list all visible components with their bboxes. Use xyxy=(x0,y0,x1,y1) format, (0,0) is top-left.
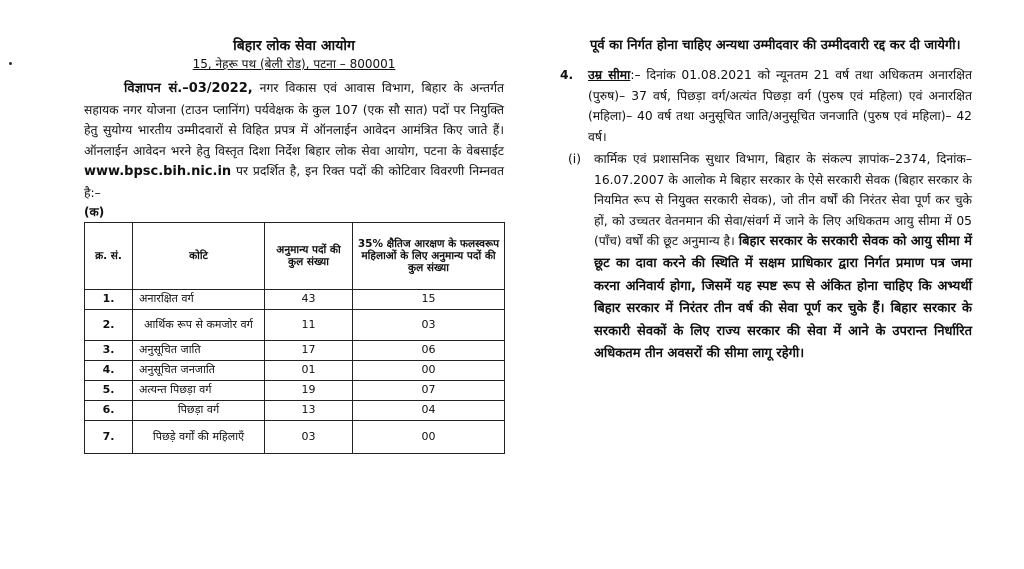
subsection-relaxation xyxy=(560,149,972,365)
commission-title: बिहार लोक सेवा आयोग xyxy=(233,38,355,54)
cell-sn: 4. xyxy=(85,360,133,380)
cell-women: 04 xyxy=(353,400,505,420)
cell-category: अनुसूचित जाति xyxy=(133,340,265,360)
cell-category: आर्थिक रूप से कमजोर वर्ग xyxy=(133,309,265,340)
vacancy-table xyxy=(84,222,505,454)
cell-women: 15 xyxy=(353,289,505,309)
header-total-posts: अनुमान्य पदों की कुल संख्या xyxy=(265,222,353,289)
advertisement-number: विज्ञापन सं.–03/2022, xyxy=(124,81,253,96)
left-column xyxy=(84,36,504,454)
table-row xyxy=(85,289,505,309)
advertisement-paragraph xyxy=(84,78,504,204)
cell-category: अनुसूचित जनजाति xyxy=(133,360,265,380)
table-row xyxy=(85,340,505,360)
relaxation-text: कार्मिक एवं प्रशासनिक सुधार विभाग, बिहार के संकल्प ज्ञापांक–2374, दिनांक–16.07.2007 के आलोक मे बिहार सरकार के ऐसे सरकारी सेवक (बिहार सरकार के नियमित रूप से नियुक्त सरकारी सेवक), जो तीन वर्षों की निरंतर सेवा पूर्ण कर चुके हों, को उच्चतर वेतनमान की सेवा/संवर्ग में जाने के लिए अधिकतम आयु सीमा में 05 (पाँच) वर्षों की छूट अनुमान्य है। xyxy=(594,152,972,248)
cell-sn: 5. xyxy=(85,380,133,400)
table-row xyxy=(85,420,505,453)
right-column xyxy=(560,36,972,365)
relaxation-body xyxy=(594,149,972,365)
scan-speck xyxy=(9,62,12,65)
cell-total: 43 xyxy=(265,289,353,309)
cell-women: 00 xyxy=(353,420,505,453)
cell-sn: 6. xyxy=(85,400,133,420)
age-limit-label: उम्र सीमा xyxy=(588,68,631,82)
cell-women: 03 xyxy=(353,309,505,340)
relaxation-bold-text: बिहार सरकार के सरकारी सेवक को आयु सीमा में छूट का दावा करने की स्थिति में सक्षम प्राधिकार द्वारा निर्गत प्रमाण पत्र जमा करना अनिवार्य होगा, जिसमें यह स्पष्ट रूप से अंकित होना चाहिए कि अभ्यर्थी बिहार सरकार में निरंतर तीन वर्ष की सेवा पूर्ण कर चुके हैं। बिहार सरकार के सरकारी सेवकों के लिए राज्य सरकार की सेवा में आने के उपरान्त निर्धारित अधिकतम तीन अवसरों की सीमा लागू रहेगी। xyxy=(594,234,972,362)
cell-total: 17 xyxy=(265,340,353,360)
cell-women: 00 xyxy=(353,360,505,380)
header-category: कोटि xyxy=(133,222,265,289)
section-ka-label: (क) xyxy=(84,204,105,219)
table-row xyxy=(85,309,505,340)
age-limit-text: :– दिनांक 01.08.2021 को न्यूनतम 21 वर्ष तथा अधिकतम अनारक्षित (पुरुष)– 37 वर्ष, पिछड़ा वर्ग/अत्यंत पिछड़ा वर्ग (पुरुष एवं महिला) एवं अनारक्षित (महिला)– 40 वर्ष तथा अनुसूचित जाति/अनुसूचित जनजाति (पुरुष एवं महिला)– 42 वर्ष। xyxy=(588,68,972,144)
cell-sn: 2. xyxy=(85,309,133,340)
table-header-row xyxy=(85,222,505,289)
subsection-number: (i) xyxy=(568,152,582,166)
cell-women: 07 xyxy=(353,380,505,400)
section-age-limit xyxy=(560,65,972,147)
continued-text: पूर्व का निर्गत होना चाहिए अन्यथा उम्मीदवार की उम्मीदवारी रद्द कर दी जायेगी। xyxy=(590,38,961,53)
header-sn: क्र. सं. xyxy=(85,222,133,289)
cell-category: अनारक्षित वर्ग xyxy=(133,289,265,309)
table-row xyxy=(85,400,505,420)
age-limit-body xyxy=(588,65,972,147)
commission-address: 15, नेहरू पथ (बेली रोड), पटना – 800001 xyxy=(192,57,396,71)
cell-category: पिछड़ा वर्ग xyxy=(133,400,265,420)
advertisement-text-b: पर प्रदर्शित है, इन रिक्त पदों की कोटिवार विवरणी निम्नवत है:– xyxy=(84,164,504,200)
cell-category: अत्यन्त पिछड़ा वर्ग xyxy=(133,380,265,400)
cell-total: 13 xyxy=(265,400,353,420)
table-row xyxy=(85,380,505,400)
advertisement-text-a: नगर विकास एवं आवास विभाग, बिहार के अन्तर्गत सहायक नगर योजना (टाउन प्लानिंग) पर्यवेक्षक के कुल 107 (एक सौ सात) पदों पर नियुक्ति हेतु सुयोग्य भारतीय उम्मीदवारों से विहित प्रपत्र में ऑनलाईन आवेदन आमंत्रित किए जाते हैं। ऑनलाईन आवेदन भरने हेतु विस्तृत दिशा निर्देश बिहार लोक सेवा आयोग, पटना के वेबसाईट xyxy=(84,81,504,158)
cell-women: 06 xyxy=(353,340,505,360)
cell-category: पिछड़े वर्गों की महिलाएँ xyxy=(133,420,265,453)
cell-total: 03 xyxy=(265,420,353,453)
cell-total: 01 xyxy=(265,360,353,380)
cell-total: 11 xyxy=(265,309,353,340)
header-women-posts: 35% क्षैतिज आरक्षण के फलस्वरूप महिलाओं के लिए अनुमान्य पदों की कुल संख्या xyxy=(353,222,505,289)
cell-total: 19 xyxy=(265,380,353,400)
section-number: 4. xyxy=(560,68,574,82)
cell-sn: 3. xyxy=(85,340,133,360)
cell-sn: 7. xyxy=(85,420,133,453)
website-link[interactable]: www.bpsc.bih.nic.in xyxy=(84,164,232,180)
cell-sn: 1. xyxy=(85,289,133,309)
table-row xyxy=(85,360,505,380)
